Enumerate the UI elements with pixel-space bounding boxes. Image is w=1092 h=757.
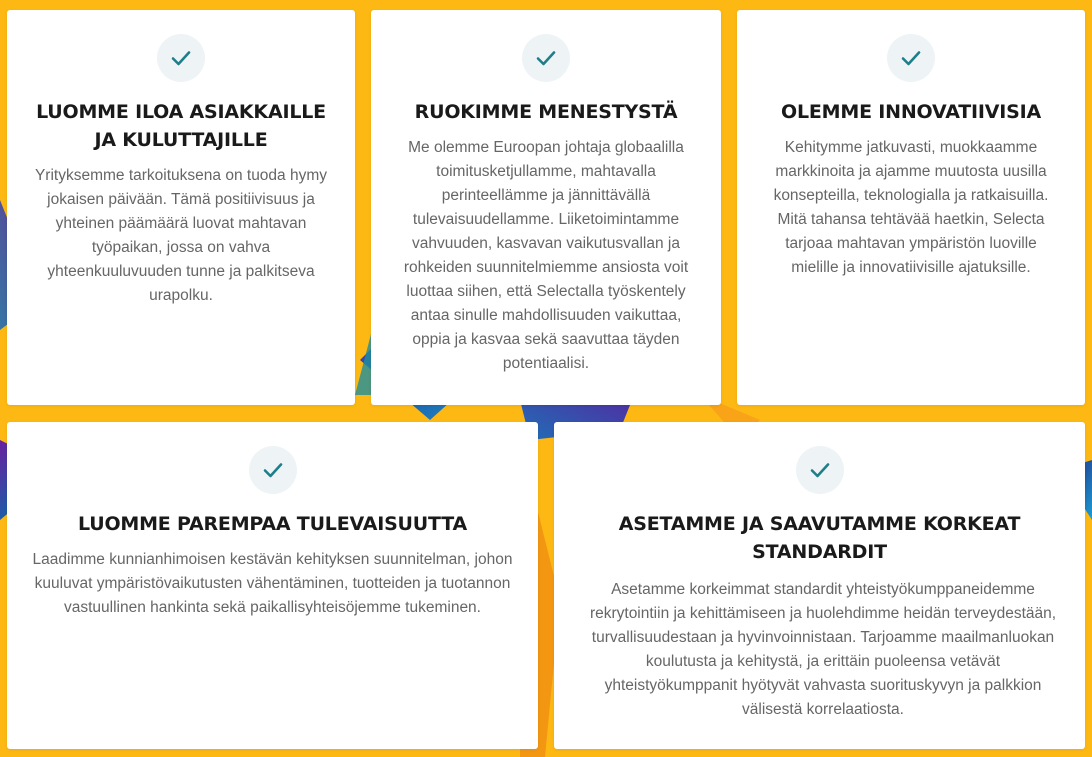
card-text: Me olemme Euroopan johtaja globaalilla toimitusketjullamme, mahtavalla perinteellämme ja jännittävällä tulevaisuudellamme. Liiketoimintamme vahvuuden, kasvavan vaikutusvallan ja rohkeiden suunnitelmiemme ansiosta voit luottaa siihen, että Selectalla työskentely antaa sinulle mahdollisuuden vaikuttaa, oppia ja kasvaa sekä saavuttaa täyden potentiaalisi.: [403, 139, 689, 372]
card-title: LUOMME ILOA ASIAKKAILLE JA KULUTTAJILLE: [36, 101, 326, 151]
check-icon: [157, 34, 205, 82]
card-text: Kehitymme jatkuvasti, muokkaamme markkinoita ja ajamme muutosta uusilla konsepteilla, teknologialla ja ratkaisuilla. Mitä tahansa tehtävää haetkin, Selecta tarjoaa mahtavan ympäristön luoville mielille ja innovatiivisille ajatuksille.: [773, 139, 1049, 276]
check-icon: [249, 446, 297, 494]
check-icon: [796, 446, 844, 494]
card-title: ASETAMME JA SAAVUTAMME KORKEAT STANDARDIT: [618, 513, 1021, 563]
value-card-standards: [554, 422, 1085, 749]
value-card-success: [371, 10, 721, 405]
card-text: Yrityksemme tarkoituksena on tuoda hymy jokaisen päivään. Tämä positiivisuus ja yhteinen päämäärä luovat mahtavan työpaikan, jossa on vahva yhteenkuuluvuuden tunne ja palkitseva urapolku.: [34, 167, 328, 304]
card-title: RUOKIMME MENESTYSTÄ: [414, 101, 678, 123]
check-icon: [887, 34, 935, 82]
check-icon: [522, 34, 570, 82]
value-card-innovative: [737, 10, 1085, 405]
card-text: Asetamme korkeimmat standardit yhteistyökumppaneidemme rekrytointiin ja kehittämiseen ja huolehdimme heidän terveydestään, turvallisuudestaan ja hyvinvoinnistaan. Tarjoamme maailmanluokan koulutusta ja kehitystä, ja erittäin puoleensa vetävät yhteistyökumppanit hyötyvät vahvasta suorituskyvyn ja palkkion välisestä korrelaatiosta.: [589, 581, 1057, 718]
value-card-future: [7, 422, 538, 749]
card-title: LUOMME PAREMPAA TULEVAISUUTTA: [77, 513, 468, 535]
card-title: OLEMME INNOVATIIVISIA: [781, 101, 1041, 123]
value-card-customers: [7, 10, 355, 405]
card-text: Laadimme kunnianhimoisen kestävän kehityksen suunnitelman, johon kuuluvat ympäristövaikutusten vähentäminen, tuotteiden ja tuotannon vastuullinen hankinta sekä paikallisyhteisöjemme tukeminen.: [32, 551, 513, 616]
